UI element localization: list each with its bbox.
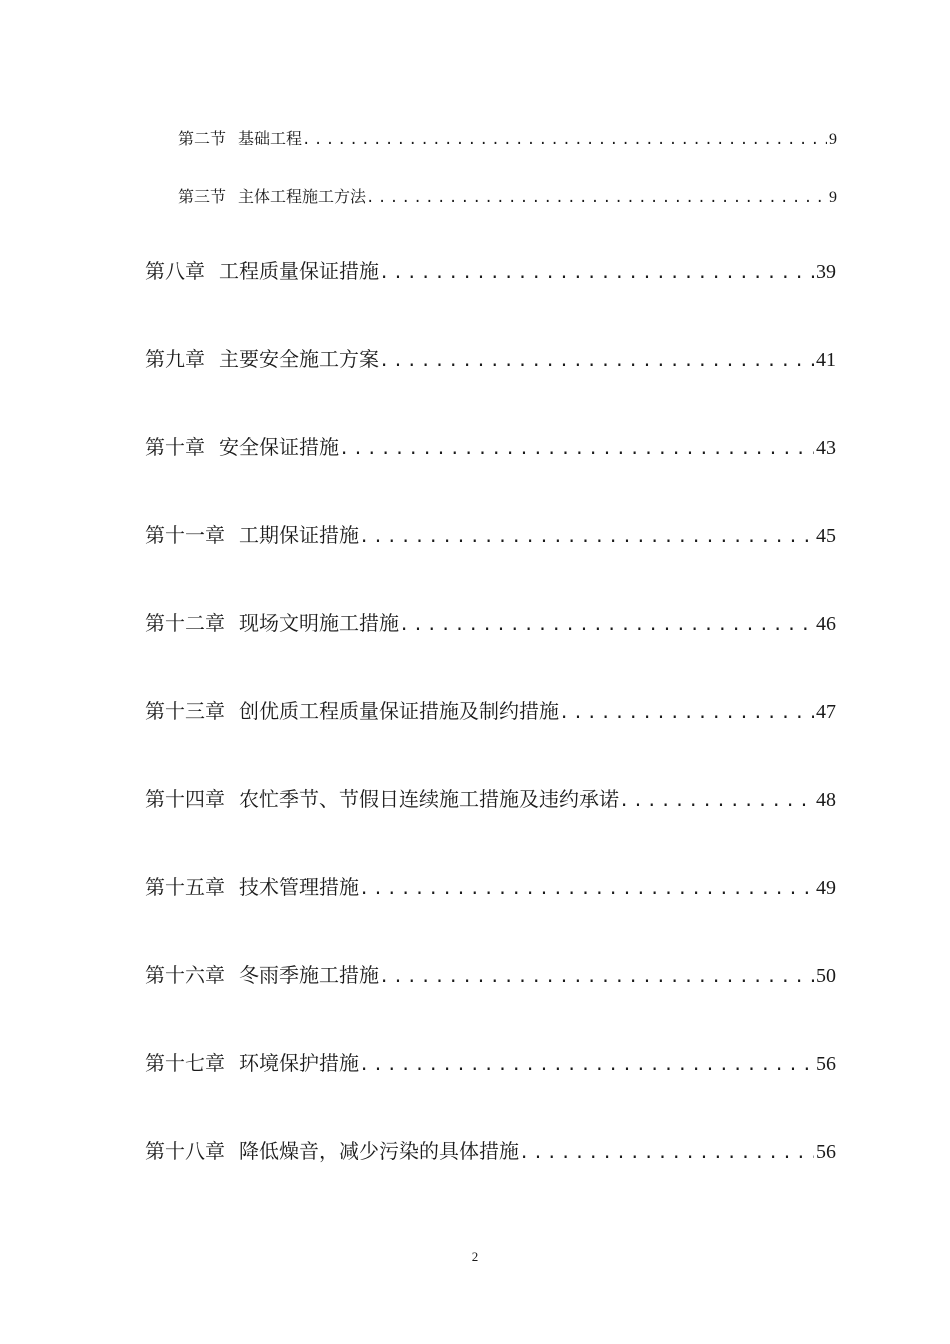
footer-page-number: 2 (471, 1249, 479, 1264)
chapter-number: 第十六章 (145, 963, 225, 987)
chapter-page-number: 49 (816, 877, 836, 899)
section-number: 第三节 (178, 187, 227, 206)
chapter-title: 冬雨季施工措施 (239, 963, 379, 987)
chapter-page-number: 39 (816, 261, 836, 283)
chapter-title: 技术管理措施 (239, 875, 359, 899)
dot-leader (302, 132, 827, 148)
toc-chapter-entry[interactable] (145, 1135, 836, 1164)
section-number: 第二节 (178, 129, 227, 148)
chapter-title: 农忙季节、节假日连续施工措施及违约承诺 (239, 787, 619, 811)
section-title: 主体工程施工方法 (238, 187, 367, 206)
chapter-page-number: 43 (816, 437, 836, 459)
toc-section-entry[interactable] (178, 184, 837, 207)
toc-chapter-entry[interactable] (145, 959, 836, 988)
dot-leader (366, 190, 827, 206)
chapter-number: 第九章 (145, 347, 205, 371)
dot-leader (399, 615, 814, 635)
chapter-title: 降低燥音，减少污染的具体措施 (239, 1139, 519, 1163)
chapter-title: 现场文明施工措施 (239, 611, 399, 635)
chapter-number: 第十章 (145, 435, 205, 459)
dot-leader (359, 527, 814, 547)
chapter-number: 第十五章 (145, 875, 225, 899)
toc-chapter-entry[interactable] (145, 519, 836, 548)
chapter-page-number: 41 (816, 349, 836, 371)
dot-leader (619, 791, 814, 811)
chapter-title: 安全保证措施 (219, 435, 339, 459)
toc-chapter-entry[interactable] (145, 783, 836, 812)
dot-leader (339, 439, 814, 459)
chapter-page-number: 56 (816, 1141, 836, 1163)
toc-section-entry[interactable] (178, 126, 837, 149)
chapter-page-number: 47 (816, 701, 836, 723)
chapter-title: 工程质量保证措施 (219, 259, 379, 283)
dot-leader (379, 351, 814, 371)
dot-leader (359, 1055, 814, 1075)
chapter-title: 主要安全施工方案 (219, 347, 379, 371)
chapter-page-number: 45 (816, 525, 836, 547)
dot-leader (519, 1143, 814, 1163)
chapter-number: 第十四章 (145, 787, 225, 811)
toc-chapter-entry[interactable] (145, 1047, 836, 1076)
section-title: 基础工程 (238, 129, 303, 148)
chapter-number: 第十三章 (145, 699, 225, 723)
chapter-page-number: 50 (816, 965, 836, 987)
chapter-number: 第十七章 (145, 1051, 225, 1075)
toc-chapter-entry[interactable] (145, 871, 836, 900)
dot-leader (559, 703, 814, 723)
section-page-number: 9 (829, 131, 837, 148)
section-page-number: 9 (829, 189, 837, 206)
chapter-page-number: 48 (816, 789, 836, 811)
toc-chapter-entry[interactable] (145, 431, 836, 460)
toc-chapter-entry[interactable] (145, 607, 836, 636)
dot-leader (359, 879, 814, 899)
chapter-number: 第十二章 (145, 611, 225, 635)
toc-chapter-entry[interactable] (145, 343, 836, 372)
chapter-page-number: 56 (816, 1053, 836, 1075)
dot-leader (379, 967, 814, 987)
chapter-number: 第八章 (145, 259, 205, 283)
chapter-page-number: 46 (816, 613, 836, 635)
toc-chapter-entry[interactable] (145, 695, 836, 724)
chapter-title: 工期保证措施 (239, 523, 359, 547)
chapter-number: 第十八章 (145, 1139, 225, 1163)
chapter-title: 创优质工程质量保证措施及制约措施 (239, 699, 559, 723)
dot-leader (379, 263, 814, 283)
chapter-title: 环境保护措施 (239, 1051, 359, 1075)
toc-chapter-entry[interactable] (145, 255, 836, 284)
chapter-number: 第十一章 (145, 523, 225, 547)
